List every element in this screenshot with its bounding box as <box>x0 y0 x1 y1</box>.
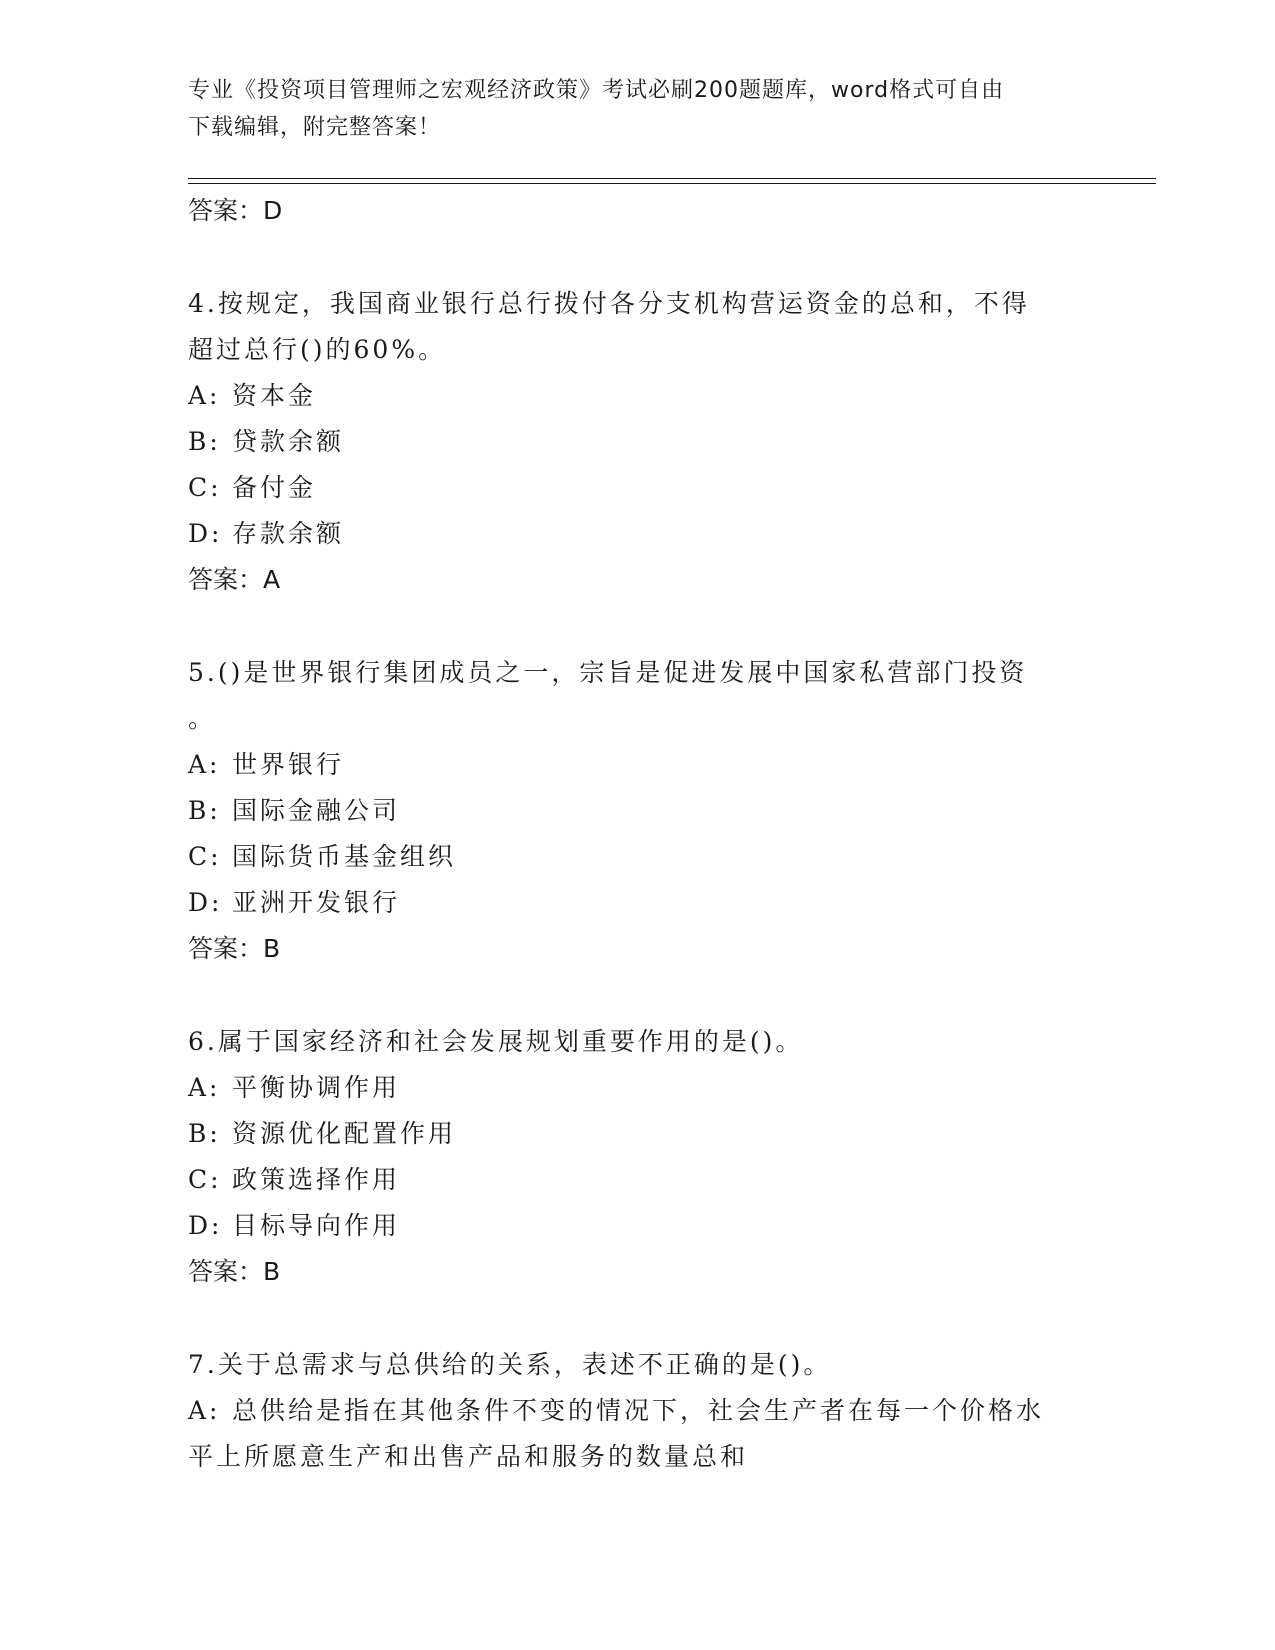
option-c <box>188 834 1088 880</box>
question-text: 4.按规定，我国商业银行总行拨付各分支机构营运资金的总和，不得 <box>188 289 1030 318</box>
option-d <box>188 511 1088 557</box>
option-a-continued: 平上所愿意生产和出售产品和服务的数量总和 <box>188 1442 749 1471</box>
option-b <box>188 419 1088 465</box>
option-c <box>188 465 1088 511</box>
question-text: 5.()是世界银行集团成员之一，宗旨是促进发展中国家私营部门投资 <box>188 658 1028 687</box>
header-divider-top <box>188 178 1156 179</box>
option-text: 国际货币基金组织 <box>232 842 457 871</box>
option-a <box>188 1388 1088 1434</box>
option-letter: A: <box>188 1073 221 1102</box>
question-6 <box>188 1019 1088 1295</box>
option-d <box>188 880 1088 926</box>
answer: 答案：B <box>188 934 281 963</box>
option-b <box>188 1111 1088 1157</box>
option-a <box>188 373 1088 419</box>
option-text: 资本金 <box>232 381 317 410</box>
option-text: 目标导向作用 <box>232 1211 401 1240</box>
option-text: 亚洲开发银行 <box>232 888 401 917</box>
option-letter: C: <box>188 842 222 871</box>
header-line-2: 下载编辑，附完整答案！ <box>188 115 442 140</box>
option-text: 贷款余额 <box>232 427 345 456</box>
question-text: 6.属于国家经济和社会发展规划重要作用的是()。 <box>188 1027 804 1056</box>
option-letter: D: <box>188 1211 223 1240</box>
option-b <box>188 788 1088 834</box>
option-text: 总供给是指在其他条件不变的情况下，社会生产者在每一个价格水 <box>232 1396 1045 1425</box>
page-header <box>188 72 1068 146</box>
option-letter: A: <box>188 1396 221 1425</box>
option-text: 平衡协调作用 <box>232 1073 401 1102</box>
option-c <box>188 1157 1088 1203</box>
question-4 <box>188 281 1088 603</box>
option-letter: D: <box>188 519 223 548</box>
option-a <box>188 742 1088 788</box>
option-text: 资源优化配置作用 <box>232 1119 457 1148</box>
option-text: 存款余额 <box>232 519 345 548</box>
question-7 <box>188 1342 1088 1480</box>
option-letter: B: <box>188 796 221 825</box>
option-letter: D: <box>188 888 223 917</box>
option-letter: A: <box>188 381 221 410</box>
question-5 <box>188 650 1088 972</box>
option-letter: A: <box>188 750 221 779</box>
option-letter: B: <box>188 427 221 456</box>
question-text: 超过总行()的60%。 <box>188 335 447 364</box>
answer-prev: 答案：D <box>188 196 283 225</box>
option-d <box>188 1203 1088 1249</box>
option-text: 政策选择作用 <box>232 1165 401 1194</box>
question-text: 。 <box>188 704 217 733</box>
document-body <box>188 188 1088 1480</box>
answer: 答案：B <box>188 1257 281 1286</box>
option-text: 国际金融公司 <box>232 796 401 825</box>
option-letter: C: <box>188 1165 222 1194</box>
answer: 答案：A <box>188 565 281 594</box>
option-text: 备付金 <box>232 473 317 502</box>
option-text: 世界银行 <box>232 750 345 779</box>
option-letter: C: <box>188 473 222 502</box>
question-text: 7.关于总需求与总供给的关系，表述不正确的是()。 <box>188 1350 832 1379</box>
option-letter: B: <box>188 1119 221 1148</box>
header-line-1: 专业《投资项目管理师之宏观经济政策》考试必刷200题题库，word格式可自由 <box>188 78 1005 103</box>
header-divider-bottom <box>188 183 1156 184</box>
option-a <box>188 1065 1088 1111</box>
